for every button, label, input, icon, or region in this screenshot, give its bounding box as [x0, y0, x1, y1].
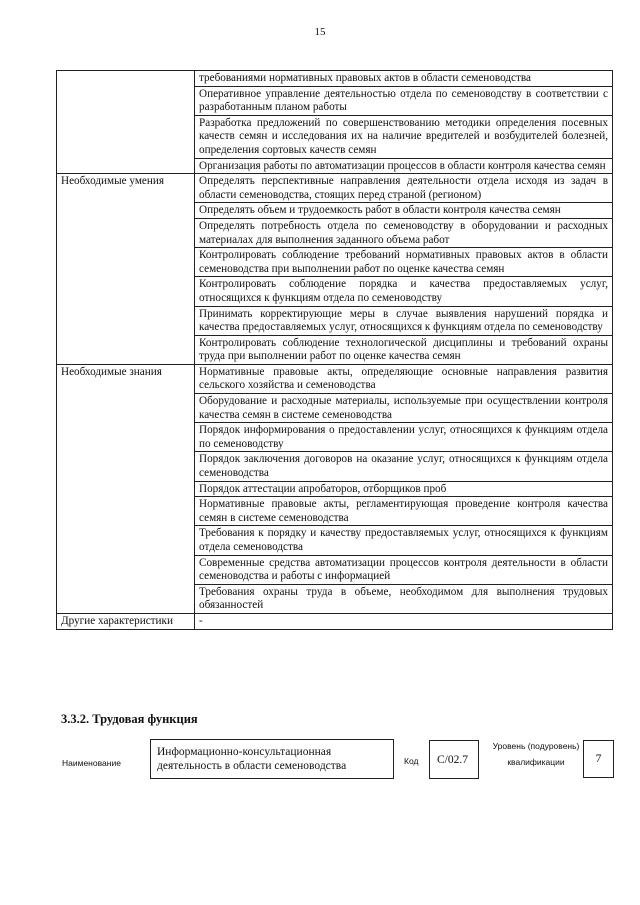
qualification-level-box: 7: [583, 740, 614, 778]
row-description: -: [195, 613, 613, 629]
row-description: Порядок заключения договоров на оказание услуг, относящихся к функциям отдела семеноводства: [195, 452, 613, 481]
row-description: Нормативные правовые акты, определяющие основные направления развития сельского хозяйства и семеноводства: [195, 364, 613, 393]
row-description: Определять потребность отдела по семеноводству в оборудовании и расходных материалах для выполнения заданного объема работ: [195, 218, 613, 247]
row-description: Принимать корректирующие меры в случае выявления нарушений порядка и качества предоставляемых услуг, относящихся к функциям отдела по семеноводству: [195, 306, 613, 335]
row-description: Требования охраны труда в объеме, необходимом для выполнения трудовых обязанностей: [195, 584, 613, 613]
row-category-label: [57, 71, 195, 174]
section-heading: 3.3.2. Трудовая функция: [61, 712, 198, 726]
row-description: Контролировать соблюдение порядка и качества предоставляемых услуг, относящихся к функциям отдела по семеноводству: [195, 277, 613, 306]
row-description: Нормативные правовые акты, регламентирующая проведение контроля качества семян в системе семеноводства: [195, 497, 613, 526]
row-description: Контролировать соблюдение требований нормативных правовых актов в области семеноводства при выполнении работ по оценке качества семян: [195, 248, 613, 277]
row-description: Оперативное управление деятельностью отдела по семеноводству в соответствии с разработанным планом работы: [195, 86, 613, 115]
qualification-level-label: Уровень (подуровень) квалификации: [492, 741, 580, 767]
row-description: Оборудование и расходные материалы, используемые при осуществлении контроля качества семян в системе семеноводства: [195, 394, 613, 423]
row-description: Определять перспективные направления деятельности отдела исходя из задач в области семеноводства, стоящих перед страной (регионом): [195, 174, 613, 203]
name-label: Наименование: [62, 758, 121, 768]
page-number: 15: [314, 26, 326, 38]
labor-function-row: [0, 735, 640, 795]
requirements-table: [56, 70, 613, 630]
row-description: Порядок информирования о предоставлении услуг, относящихся к функциям отдела по семеноводству: [195, 423, 613, 452]
row-description: Требования к порядку и качеству предоставляемых услуг, относящихся к функциям отдела семеноводства: [195, 526, 613, 555]
row-description: Контролировать соблюдение технологической дисциплины и требований охраны труда при выполнении работ по оценке качества семян: [195, 335, 613, 364]
row-description: Разработка предложений по совершенствованию методики определения посевных качеств семян и исследования их на наличие вредителей и возбудителей болезней, определения сортовых качеств семян: [195, 115, 613, 158]
row-description: Организация работы по автоматизации процессов в области контроля качества семян: [195, 158, 613, 174]
row-description: Современные средства автоматизации процессов контроля деятельности в области семеноводства и работы с информацией: [195, 555, 613, 584]
name-value-box: Информационно-консультационная деятельность в области семеноводства: [150, 739, 394, 779]
table-row: [57, 613, 613, 629]
row-description: Определять объем и трудоемкость работ в области контроля качества семян: [195, 203, 613, 219]
row-description: требованиями нормативных правовых актов в области семеноводства: [195, 71, 613, 87]
table-row: [57, 174, 613, 203]
row-category-label: Необходимые умения: [57, 174, 195, 365]
table-row: [57, 364, 613, 393]
row-category-label: Другие характеристики: [57, 613, 195, 629]
code-value-box: C/02.7: [429, 740, 479, 779]
table-row: [57, 71, 613, 87]
code-label: Код: [404, 756, 419, 766]
row-description: Порядок аттестации апробаторов, отборщиков проб: [195, 481, 613, 497]
row-category-label: Необходимые знания: [57, 364, 195, 613]
